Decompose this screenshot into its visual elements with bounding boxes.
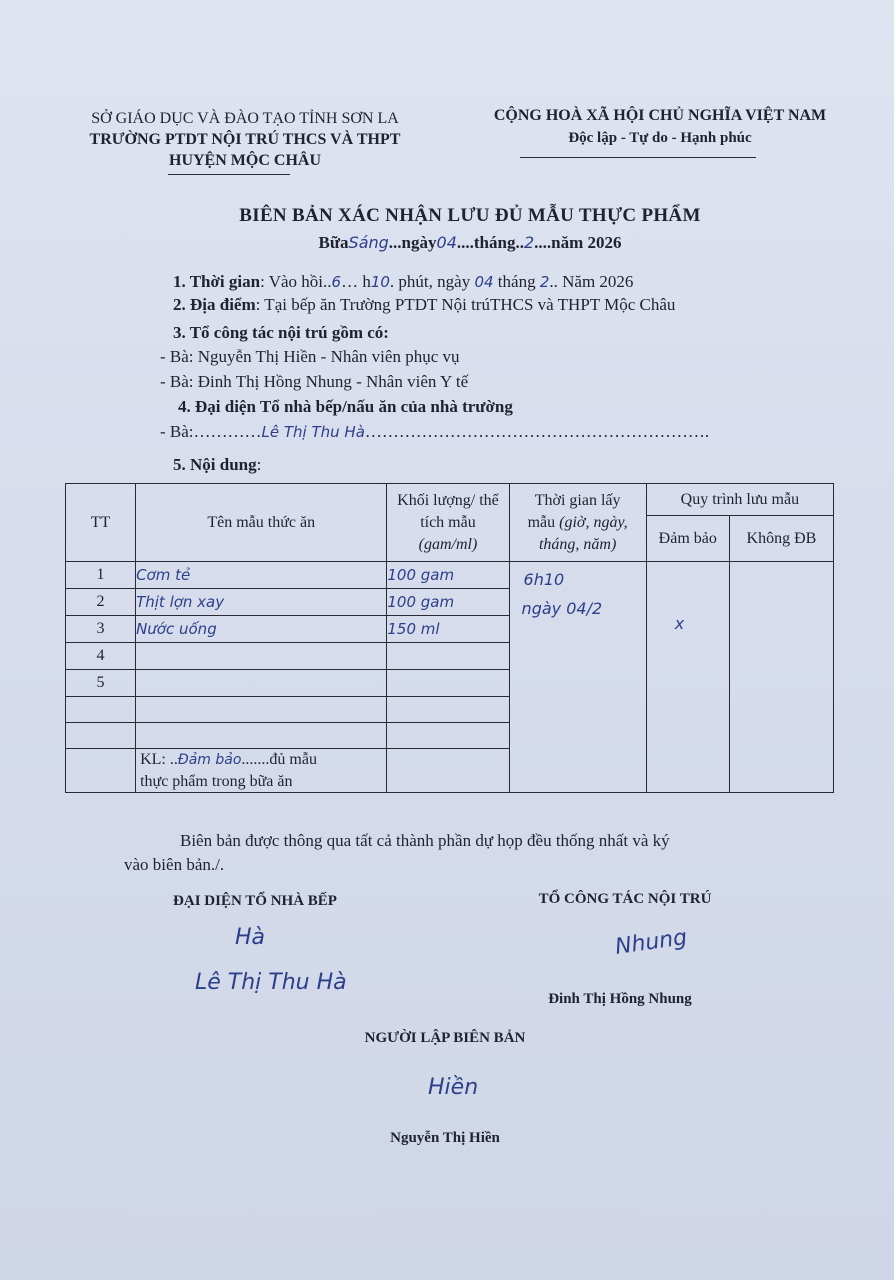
row-food-name (136, 643, 387, 670)
time-month-value: 2 (539, 273, 550, 291)
time-day-value: 04 (474, 273, 494, 291)
motto: Độc lập - Tự do - Hạnh phúc (568, 130, 752, 146)
sample-time-cell (509, 562, 646, 793)
table-row (66, 562, 834, 589)
weight-value: 150 ml (387, 619, 440, 638)
section-team-label: 3. Tổ công tác nội trú gồm có: (173, 323, 389, 342)
boarding-signature-label: TỔ CÔNG TÁC NỘI TRÚ (538, 891, 712, 907)
food-name-value: Nước uống (136, 619, 217, 638)
row-food-name (136, 723, 387, 749)
month-label: ....tháng.. (456, 233, 524, 252)
ok-cell (646, 562, 729, 793)
header-time-line1: Thời gian lấy (534, 491, 621, 509)
section-content (173, 453, 261, 477)
section-content-label: 5. Nội dung (173, 455, 257, 474)
header-tt: TT (66, 484, 136, 562)
row-food-name (136, 697, 387, 723)
header-ok: Đảm bảo (646, 516, 729, 562)
weight-value: 100 gam (387, 592, 455, 611)
month-value: 2 (523, 233, 535, 252)
header-weight (387, 484, 509, 562)
header-right-underline (520, 157, 756, 158)
summary-line-2: vào biên bản./. (124, 855, 225, 874)
row-tt: 1 (66, 562, 136, 589)
school-name: TRƯỜNG PTDT NỘI TRÚ THCS VÀ THPT (89, 131, 401, 148)
food-name-value: Thịt lợn xay (136, 592, 225, 611)
day-value: 04 (436, 233, 457, 252)
time-text-e: .. Năm 2026 (549, 272, 634, 291)
sample-time-value: 6h10 (523, 570, 565, 589)
conclusion-line1 (140, 749, 386, 771)
kitchen-rep-line (160, 420, 709, 444)
row-tt: 3 (66, 616, 136, 643)
boarding-signer-name: Đinh Thị Hồng Nhung (548, 991, 692, 1007)
weight-value: 100 gam (387, 565, 455, 584)
row-weight (387, 643, 509, 670)
conclusion-prefix: KL: .. (140, 751, 178, 768)
section-time-label: 1. Thời gian (173, 272, 261, 291)
row-weight (387, 697, 509, 723)
header-time-line2 (510, 512, 646, 534)
district-name: HUYỆN MỘC CHÂU (169, 152, 321, 169)
section-content-colon: : (256, 455, 262, 474)
header-food-name: Tên mẫu thức ăn (136, 484, 387, 562)
location-text: : Tại bếp ăn Trường PTDT Nội trúTHCS và THPT Mộc Châu (255, 295, 676, 314)
kitchen-rep-prefix: - Bà:………… (160, 422, 262, 441)
boarding-signature: Nhung (613, 925, 689, 960)
time-text-b: … h (341, 272, 371, 291)
header-time-line3: tháng, năm) (538, 535, 617, 553)
section-kitchen-label: 4. Đại diện Tổ nhà bếp/nấu ăn của nhà trường (178, 397, 513, 416)
kitchen-signature-label: ĐẠI DIỆN TỔ NHÀ BẾP (173, 893, 337, 909)
national-header (455, 105, 865, 149)
year-text: ....năm 2026 (534, 233, 622, 252)
conclusion-weight (387, 749, 509, 793)
row-tt: 2 (66, 589, 136, 616)
minute-value: 10 (370, 273, 390, 291)
row-food-name (136, 589, 387, 616)
conclusion-cell (136, 749, 387, 793)
header-process: Quy trình lưu mẫu (646, 484, 833, 516)
kitchen-rep-name: Lê Thị Thu Hà (261, 423, 365, 441)
country-name: CỘNG HOÀ XÃ HỘI CHỦ NGHĨA VIỆT NAM (493, 107, 827, 124)
department-name: SỞ GIÁO DỤC VÀ ĐÀO TẠO TỈNH SƠN LA (91, 110, 399, 127)
food-sample-table (65, 483, 834, 793)
row-tt: 4 (66, 643, 136, 670)
header-left-underline (168, 174, 290, 175)
row-weight (387, 670, 509, 697)
time-text-d: tháng (497, 272, 536, 291)
recorder-signature-label: NGƯỜI LẬP BIÊN BẢN (364, 1030, 526, 1046)
time-text-a: : Vào hồi.. (260, 272, 332, 291)
row-food-name (136, 562, 387, 589)
food-name-value: Cơm tẻ (136, 565, 191, 584)
team-member-2: - Bà: Đinh Thị Hồng Nhung - Nhân viên Y tế (160, 372, 469, 391)
meal-date-line (150, 233, 790, 253)
agency-header (70, 108, 420, 171)
section-location (173, 293, 675, 317)
row-weight (387, 589, 509, 616)
conclusion-line2: thực phẩm trong bữa ăn (140, 773, 293, 790)
row-food-name (136, 670, 387, 697)
ok-mark: x (674, 614, 685, 633)
row-weight (387, 616, 509, 643)
header-sample-time (509, 484, 646, 562)
document-title: BIÊN BẢN XÁC NHẬN LƯU ĐỦ MẪU THỰC PHẨM (239, 205, 701, 226)
row-tt: 5 (66, 670, 136, 697)
not-ok-cell (729, 562, 833, 793)
header-time-line2a: mẫu (527, 513, 560, 531)
kitchen-rep-suffix: ……………………………………………………. (364, 422, 710, 441)
kitchen-signature: Hà (235, 925, 266, 950)
recorder-signature: Hiền (428, 1075, 479, 1100)
conclusion-value: Đảm bảo (177, 752, 242, 768)
time-text-c: . phút, ngày (389, 272, 471, 291)
conclusion-suffix: .......đủ mẫu (241, 751, 317, 768)
section-time (173, 270, 633, 294)
conclusion-tt (66, 749, 136, 793)
row-weight (387, 723, 509, 749)
section-location-label: 2. Địa điểm (173, 295, 256, 314)
header-time-line2b: (giờ, ngày, (559, 513, 628, 531)
hour-value: 6 (331, 273, 342, 291)
row-weight (387, 562, 509, 589)
summary-line-1: Biên bản được thông qua tất cả thành phần dự họp đều thống nhất và ký (180, 831, 670, 850)
row-tt (66, 697, 136, 723)
header-weight-line1: Khối lượng/ thể (397, 491, 499, 509)
team-member-1: - Bà: Nguyễn Thị Hiền - Nhân viên phục vụ (160, 347, 460, 366)
table-header-row (66, 484, 834, 516)
header-weight-line2: tích mẫu (420, 513, 476, 531)
header-weight-line3: (gam/ml) (418, 535, 478, 553)
meal-value: Sáng (348, 233, 389, 252)
recorder-signer-name: Nguyễn Thị Hiền (390, 1130, 500, 1146)
row-food-name (136, 616, 387, 643)
meal-prefix: Bữa (318, 233, 349, 252)
row-tt (66, 723, 136, 749)
day-label: ... (388, 233, 402, 252)
kitchen-handwritten-name: Lê Thị Thu Hà (195, 970, 347, 995)
header-not-ok: Không ĐB (729, 516, 833, 562)
day-label-text: ngày (401, 233, 437, 252)
sample-date-value: ngày 04/2 (521, 599, 603, 618)
